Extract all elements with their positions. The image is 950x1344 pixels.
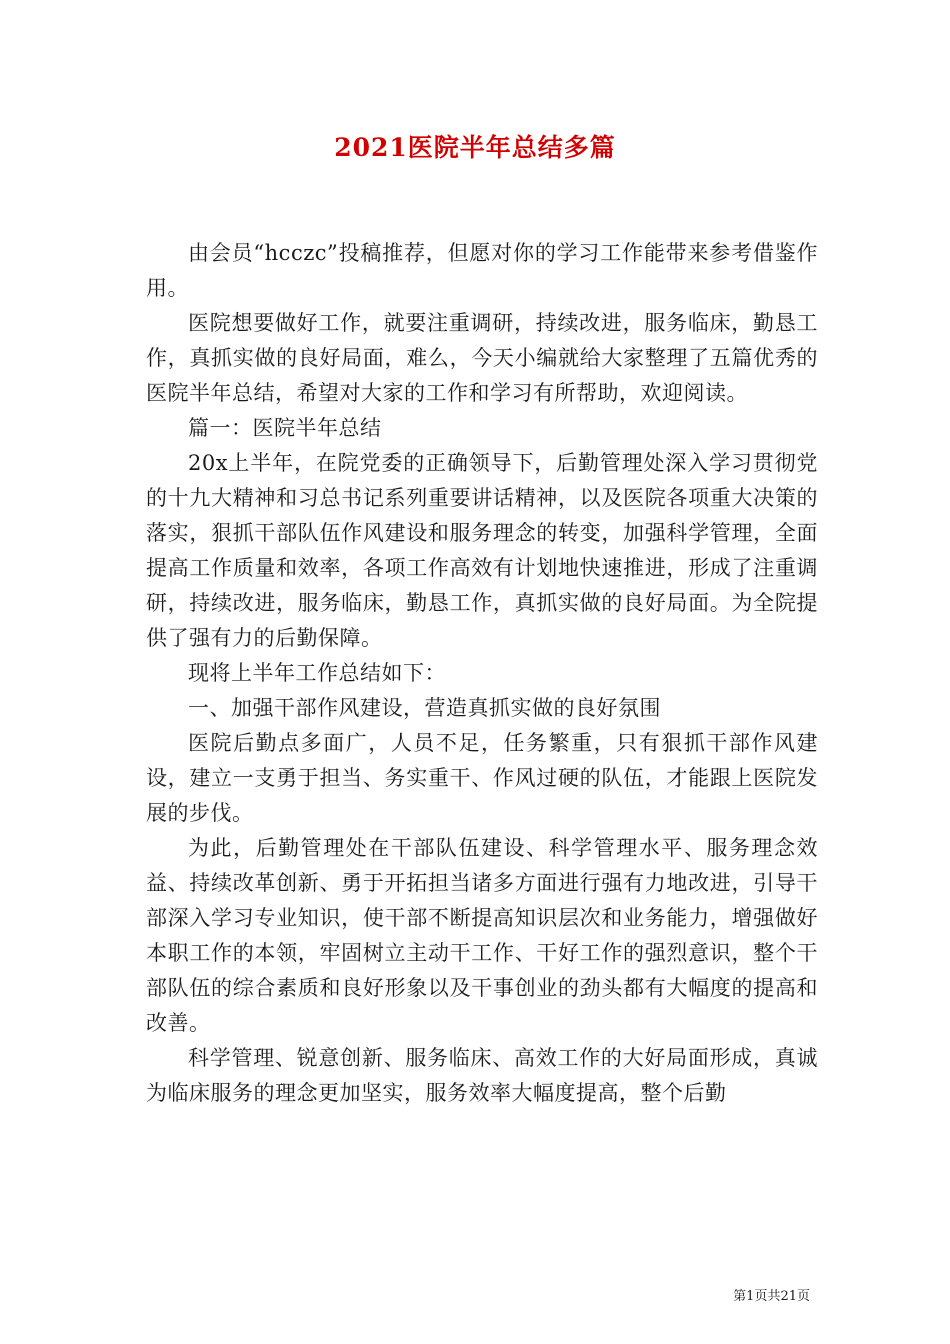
paragraph: 为此，后勤管理处在干部队伍建设、科学管理水平、服务理念效益、持续改革创新、勇于开拓担当诸多方面进行强有力地改进，引导干部深入学习专业知识，使干部不断提高知识层次和业务能力，增强做好本职工作的本领，牢固树立主动干工作、干好工作的强烈意识，整个干部队伍的综合素质和良好形象以及干事创业的劲头都有大幅度的提高和改善。	[146, 836, 818, 1035]
section-heading: 篇一：医院半年总结	[188, 416, 382, 440]
paragraph: 20x上半年，在院党委的正确领导下，后勤管理处深入学习贯彻党的十九大精神和习总书记系列重要讲话精神，以及医院各项重大决策的落实，狠抓干部队伍作风建设和服务理念的转变，加强科学管理，全面提高工作质量和效率，各项工作高效有计划地快速推进，形成了注重调研，持续改进，服务临床，勤恳工作，真抓实做的良好局面。为全院提供了强有力的后勤保障。	[146, 451, 818, 650]
subsection-heading: 一、加强干部作风建设，营造真抓实做的良好氛围	[188, 696, 661, 720]
page-number: 第1页共21页	[733, 1289, 810, 1304]
paragraph: 医院想要做好工作，就要注重调研，持续改进，服务临床，勤恳工作，真抓实做的良好局面，难么，今天小编就给大家整理了五篇优秀的医院半年总结，希望对大家的工作和学习有所帮助，欢迎阅读。	[146, 311, 818, 405]
paragraph: 科学管理、锐意创新、服务临床、高效工作的大好局面形成，真诚为临床服务的理念更加坚实，服务效率大幅度提高，整个后勤	[146, 1046, 818, 1105]
paragraph: 医院后勤点多面广，人员不足，任务繁重，只有狠抓干部作风建设，建立一支勇于担当、务实重干、作风过硬的队伍，才能跟上医院发展的步伐。	[146, 731, 818, 825]
paragraph: 由会员“hcczc”投稿推荐，但愿对你的学习工作能带来参考借鉴作用。	[146, 241, 818, 300]
document-title: 2021医院半年总结多篇	[334, 133, 616, 162]
paragraph: 现将上半年工作总结如下：	[188, 661, 446, 685]
document-body	[146, 236, 818, 1111]
